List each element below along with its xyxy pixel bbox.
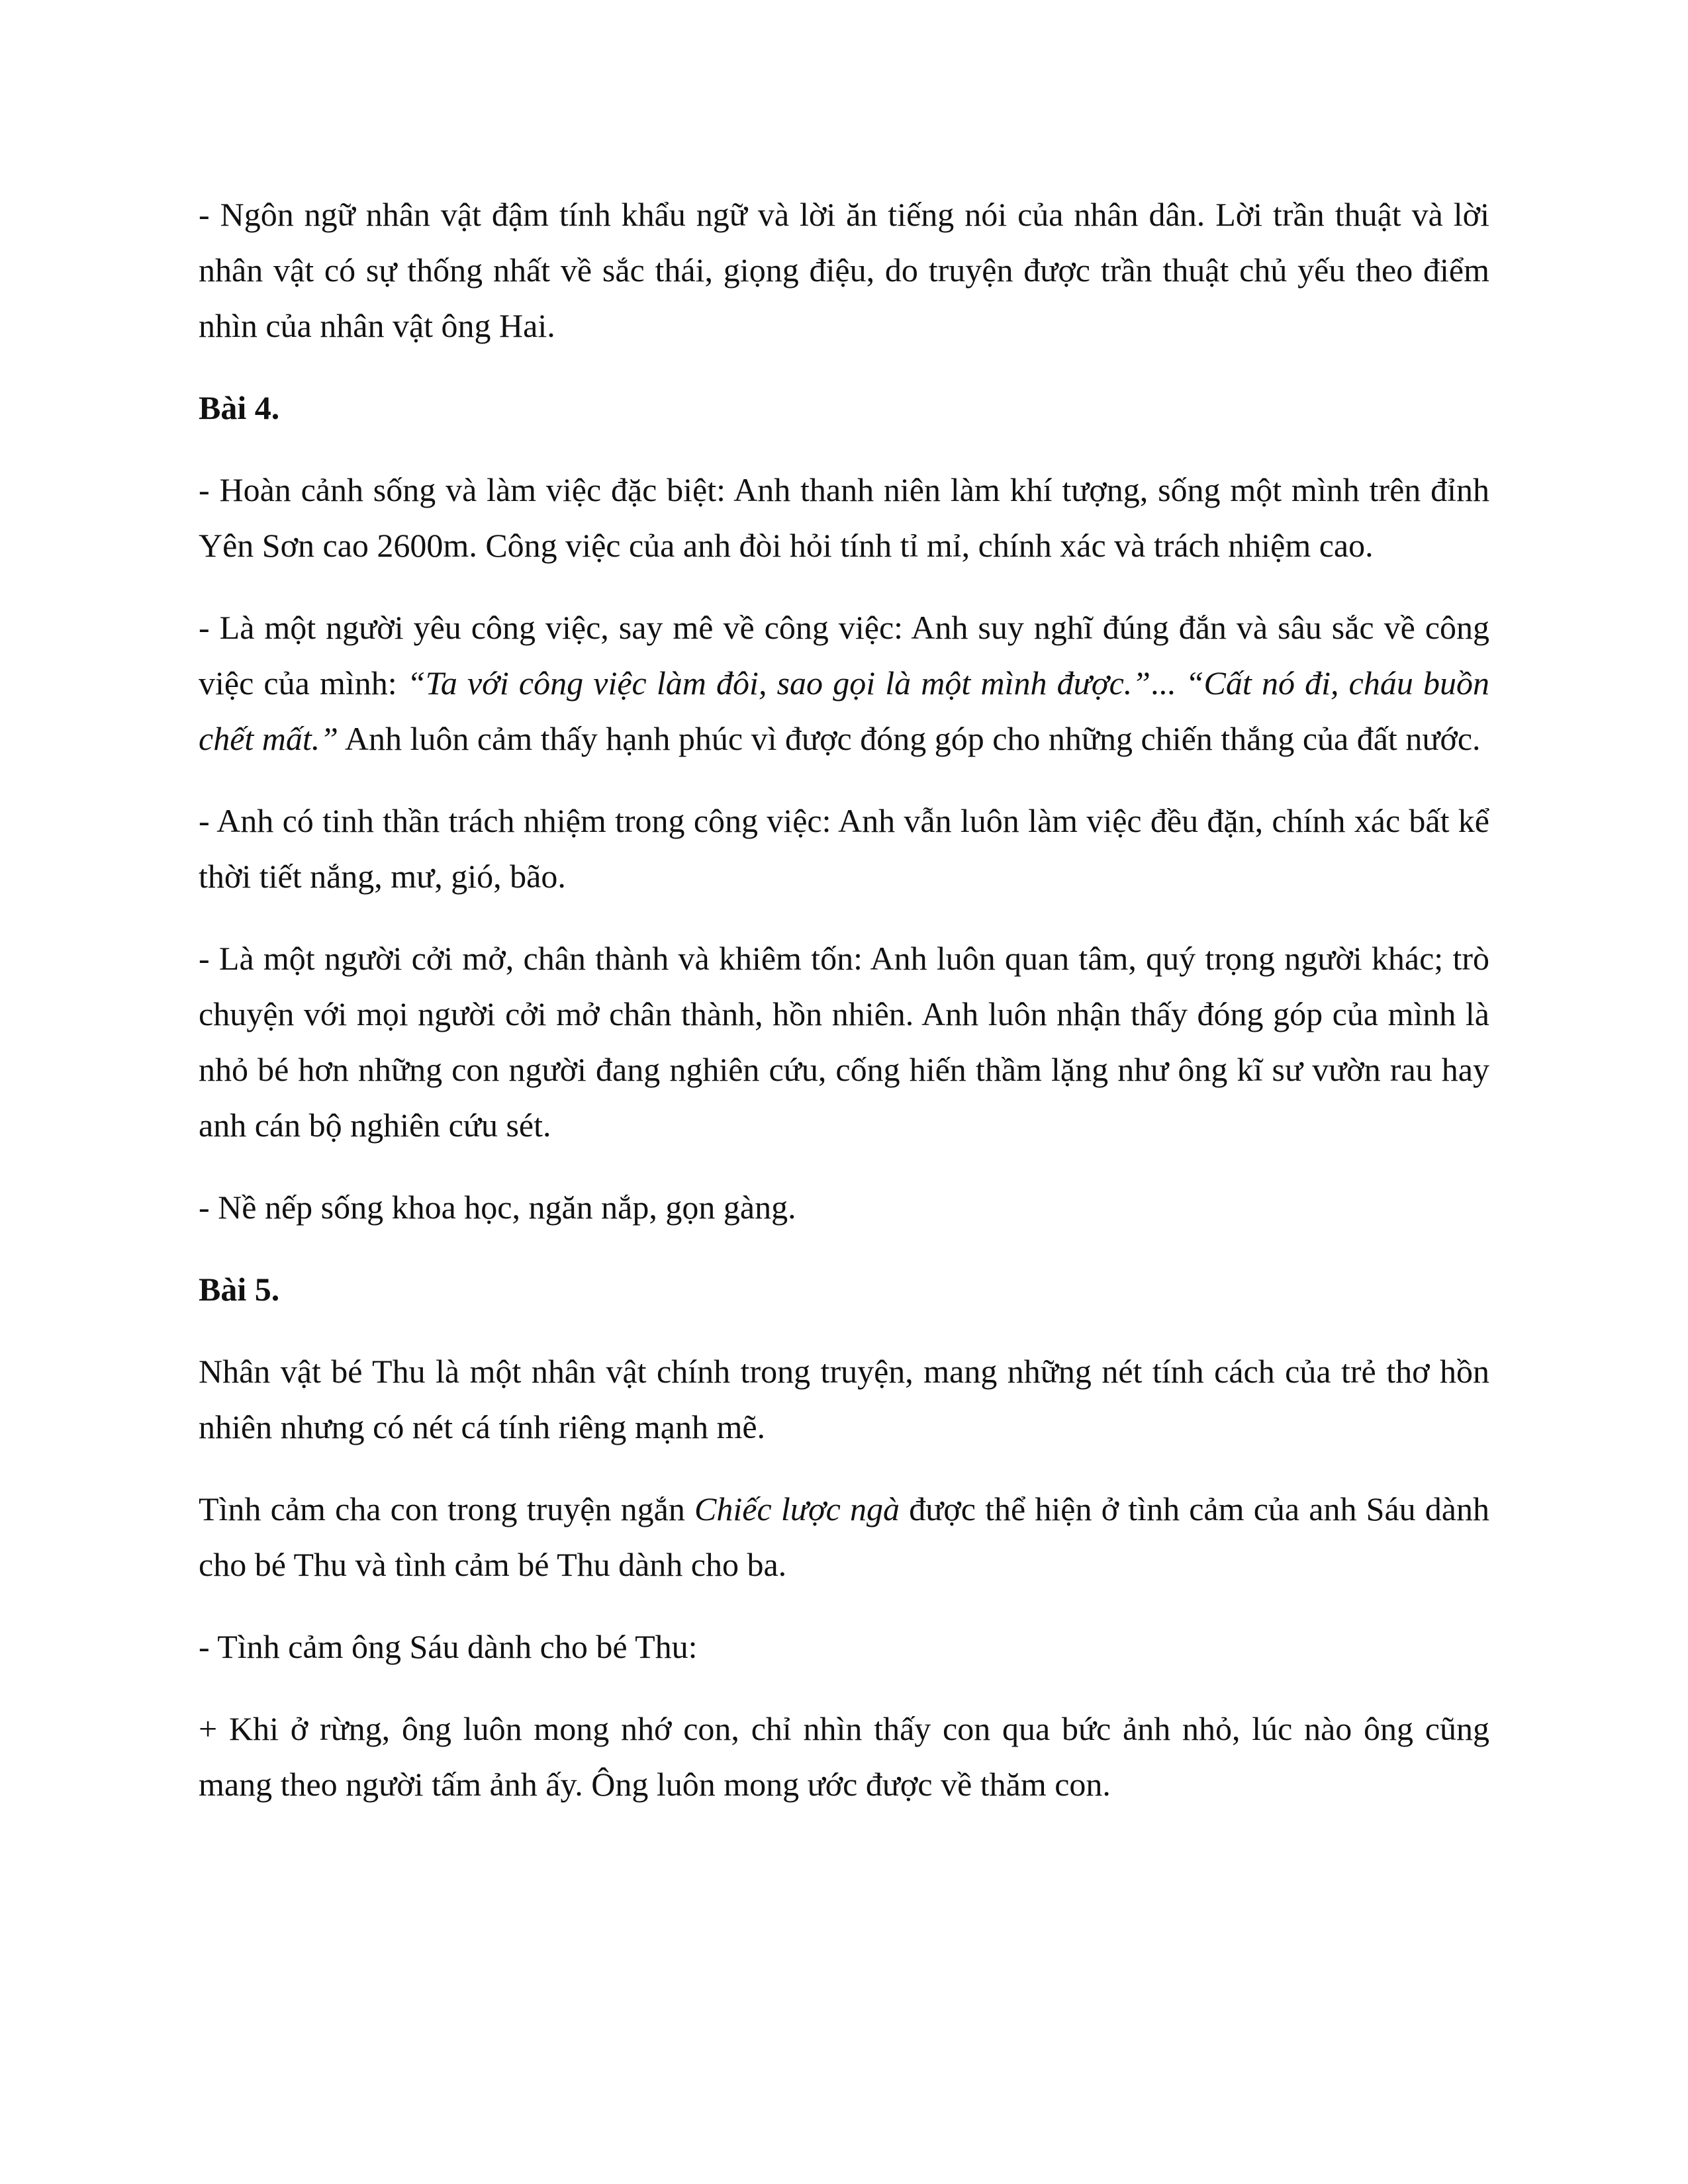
paragraph-love-of-work-tail: Anh luôn cảm thấy hạnh phúc vì được đóng góp cho những chiến thắng của đất nước. bbox=[338, 720, 1481, 757]
paragraph-love-of-work-lead: - Là một người yêu công việc, say mê về công việc: Anh suy nghĩ đúng đắn và sâu sắc về công việc của mình: bbox=[199, 609, 1489, 702]
paragraph-orderly-life: - Nề nếp sống khoa học, ngăn nắp, gọn gàng. bbox=[199, 1189, 796, 1226]
paragraph-ong-sau: - Tình cảm ông Sáu dành cho bé Thu: bbox=[199, 1628, 698, 1665]
quote-work-together: “Ta với công việc làm đôi, sao gọi là một mình được.” bbox=[406, 664, 1151, 702]
paragraph-father-child-tail: được thể hiện ở tình cảm của anh Sáu dành cho bé Thu và tình cảm bé Thu dành cho ba. bbox=[199, 1490, 1490, 1583]
paragraph-circumstances: - Hoàn cảnh sống và làm việc đặc biệt: Anh thanh niên làm khí tượng, sống một mình trên đỉnh Yên Sơn cao 2600m. Công việc của anh đòi hỏi tính tỉ mỉ, chính xác và trách nhiệm cao. bbox=[199, 471, 1489, 564]
paragraph-responsibility: - Anh có tinh thần trách nhiệm trong công việc: Anh vẫn luôn làm việc đều đặn, chính xác bất kể thời tiết nắng, mư, gió, bão. bbox=[199, 802, 1489, 895]
paragraph-love-of-work bbox=[199, 600, 1489, 766]
paragraph-open-modest: - Là một người cởi mở, chân thành và khiêm tốn: Anh luôn quan tâm, quý trọng người khác; trò chuyện với mọi người cởi mở chân thành, hồn nhiên. Anh luôn nhận thấy đóng góp của mình là nhỏ bé hơn những con người đang nghiên cứu, cống hiến thầm lặng như ông kĩ sư vườn rau hay anh cán bộ nghiên cứu sét. bbox=[199, 940, 1489, 1144]
paragraph-be-thu: Nhân vật bé Thu là một nhân vật chính trong truyện, mang những nét tính cách của trẻ thơ hồn nhiên nhưng có nét cá tính riêng mạnh mẽ. bbox=[199, 1353, 1489, 1445]
heading-bai-4: Bài 4. bbox=[199, 389, 280, 426]
heading-bai-5: Bài 5. bbox=[199, 1271, 280, 1308]
paragraph-father-child-lead: Tình cảm cha con trong truyện ngắn bbox=[199, 1490, 695, 1527]
paragraph-language: - Ngôn ngữ nhân vật đậm tính khẩu ngữ và lời ăn tiếng nói của nhân dân. Lời trần thuật và lời nhân vật có sự thống nhất về sắc thái, giọng điệu, do truyện được trần thuật chủ yếu theo điểm nhìn của nhân vật ông Hai. bbox=[199, 196, 1489, 344]
quote-ellipsis: ... bbox=[1150, 664, 1186, 702]
paragraph-father-child bbox=[199, 1481, 1489, 1592]
quote-put-it-away: “Cất nó đi, cháu buồn chết mất.” bbox=[199, 664, 1489, 757]
document-page bbox=[199, 187, 1489, 1839]
paragraph-in-forest: + Khi ở rừng, ông luôn mong nhớ con, chỉ nhìn thấy con qua bức ảnh nhỏ, lúc nào ông cũng mang theo người tấm ảnh ấy. Ông luôn mong ước được về thăm con. bbox=[199, 1710, 1489, 1803]
story-title: Chiếc lược ngà bbox=[694, 1490, 900, 1527]
